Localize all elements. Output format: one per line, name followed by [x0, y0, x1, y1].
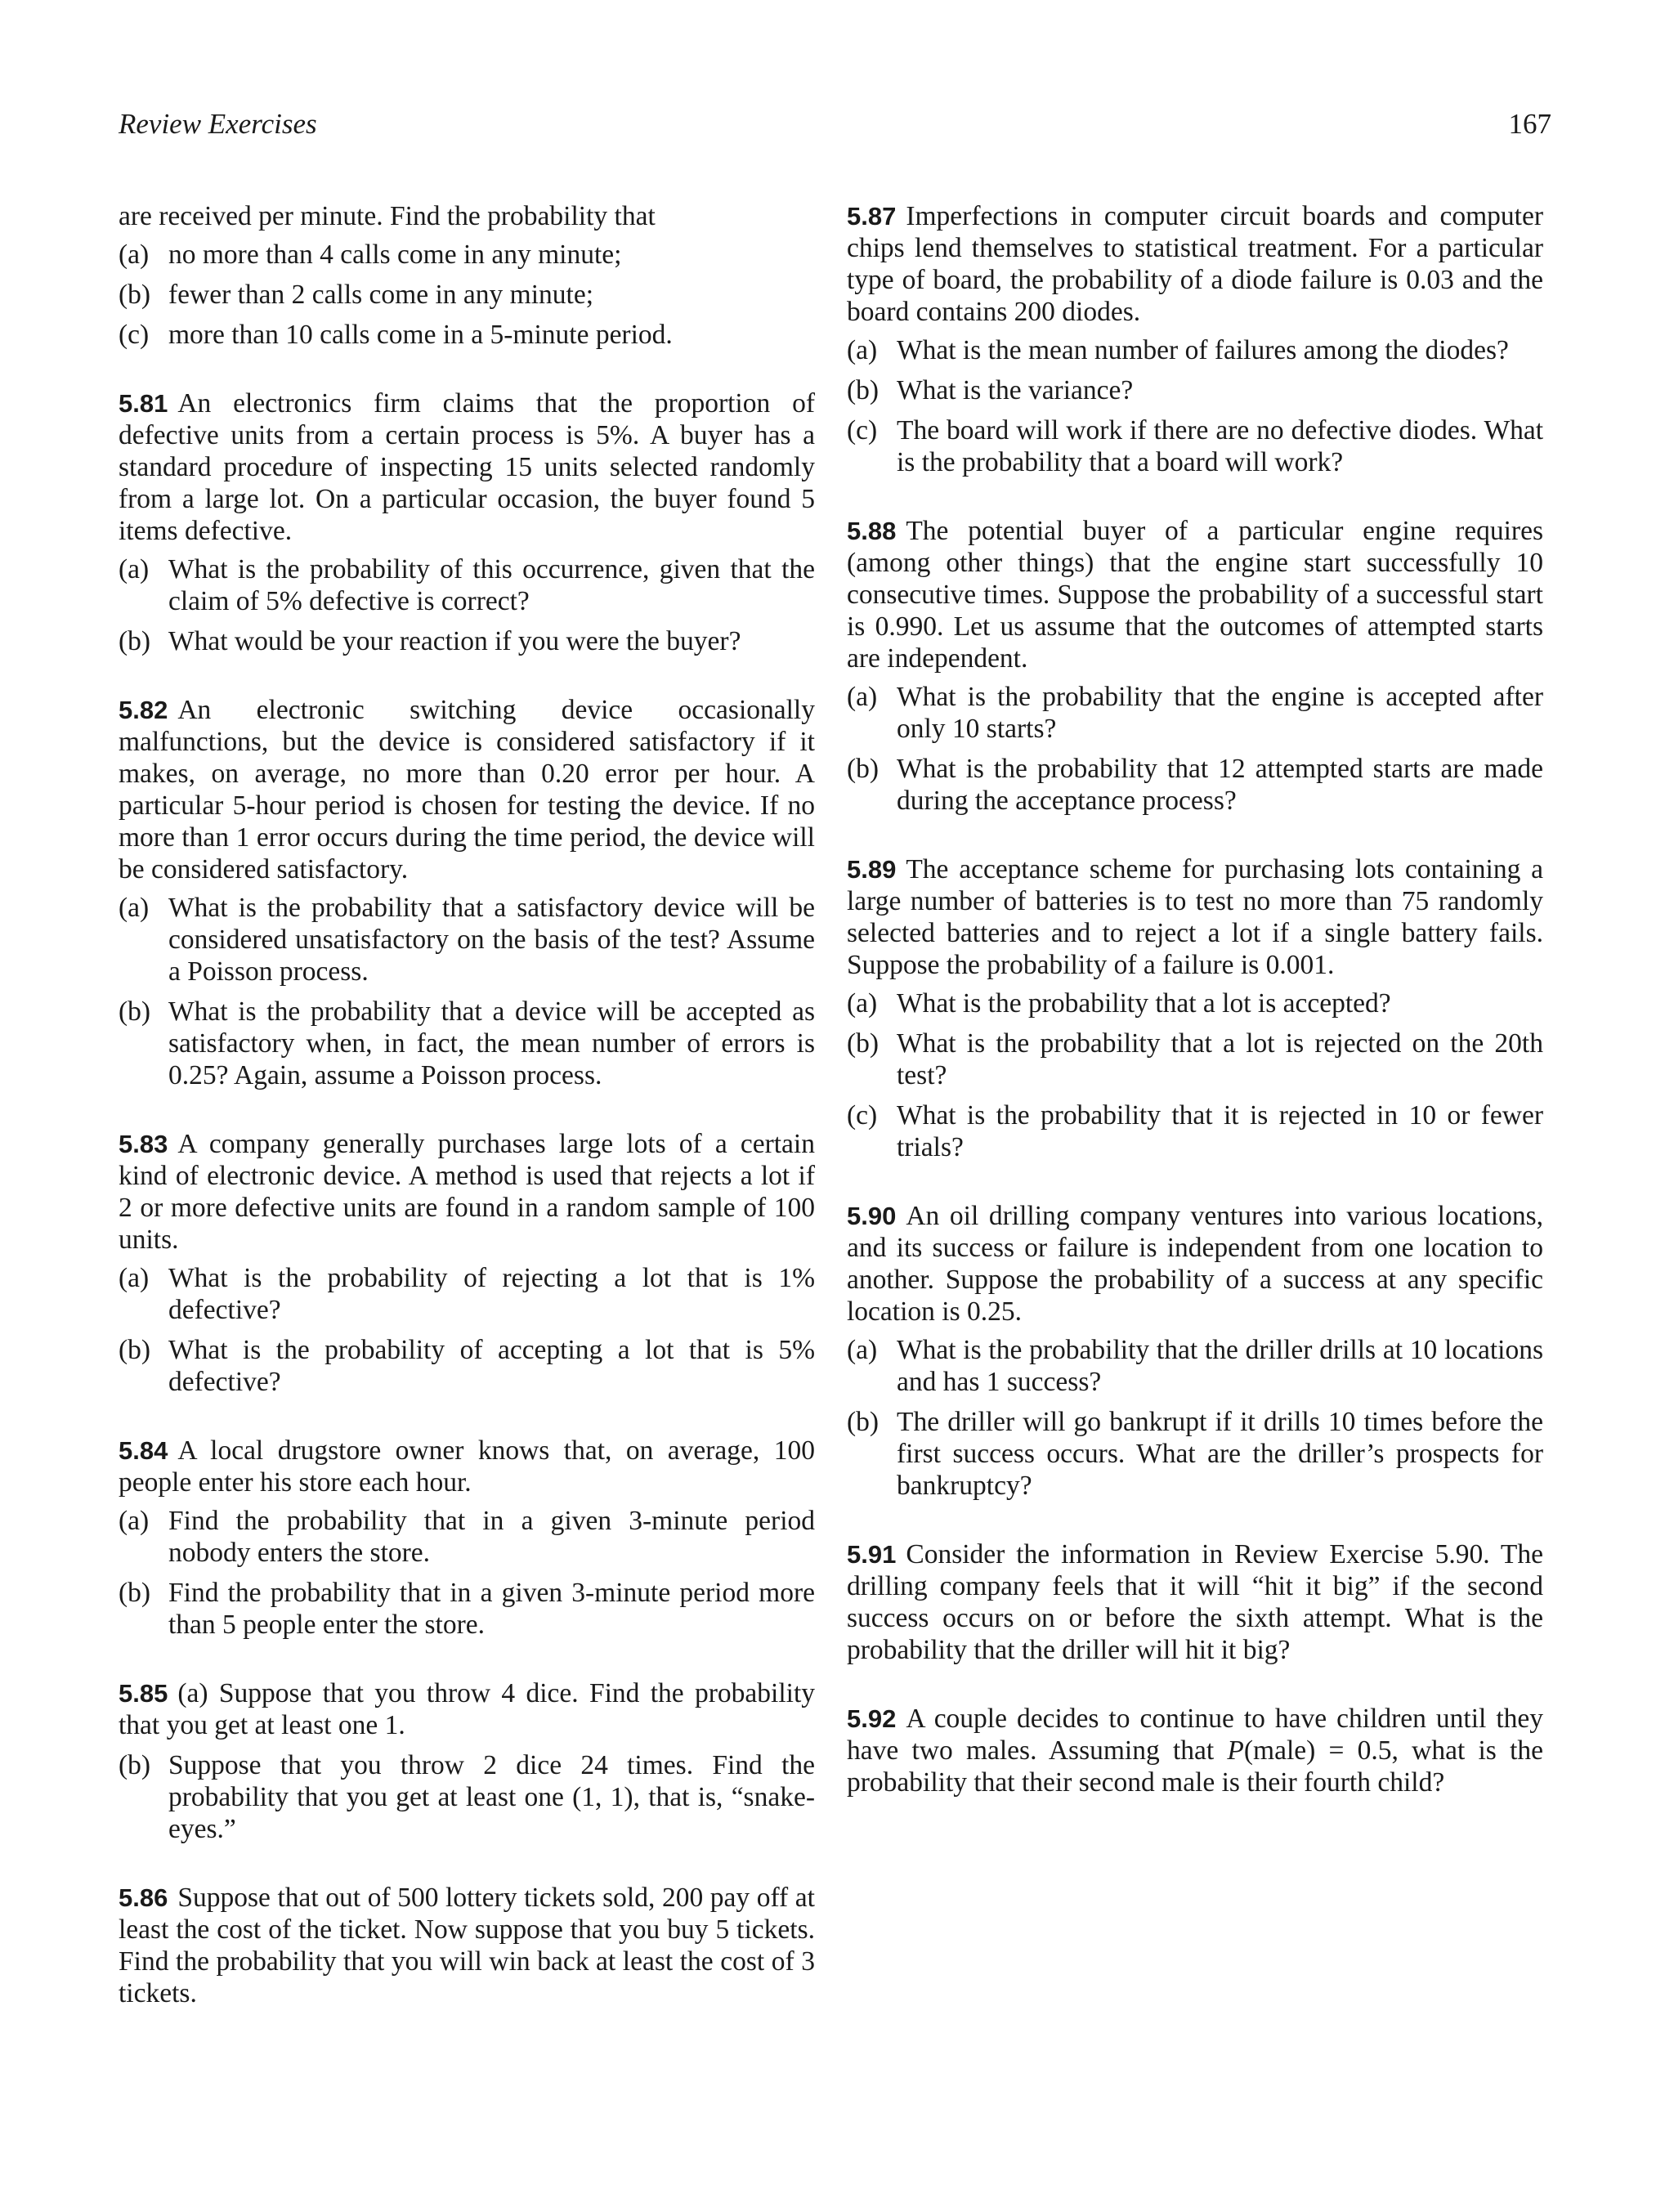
part-label: (a): [119, 554, 150, 584]
exercise-part: [847, 681, 1543, 745]
running-header: [119, 108, 1551, 150]
part-label: (b): [119, 1335, 151, 1365]
exercise-parts: [847, 1334, 1543, 1502]
exercise-number: 5.89: [847, 855, 897, 884]
part-text: What is the probability that a satisfactory device will be considered unsatisfactory on the basis of the test? Assume a Poisson process.: [168, 893, 815, 987]
exercise-number: 5.86: [119, 1883, 168, 1912]
part-text: What is the probability that 12 attempted starts are made during the acceptance process?: [897, 754, 1543, 816]
exercise-part: [847, 987, 1543, 1019]
exercise-5-89: [847, 853, 1543, 1163]
exercise-part: [847, 753, 1543, 817]
exercise-number: 5.84: [119, 1436, 168, 1465]
exercise-number: 5.83: [119, 1130, 168, 1158]
part-text: What is the mean number of failures among the diodes?: [897, 335, 1509, 365]
exercise-text: A couple decides to continue to have children until they have two males. Assuming that: [847, 1704, 1543, 1766]
part-text: What would be your reaction if you were the buyer?: [168, 626, 741, 656]
exercise-statement: [119, 1128, 815, 1256]
part-label: (b): [847, 1028, 880, 1059]
exercise-number: 5.81: [119, 389, 168, 418]
part-text: The board will work if there are no defective diodes. What is the probability that a board will work?: [897, 415, 1543, 477]
exercise-parts: [119, 1677, 815, 1845]
exercise-statement: [119, 1882, 815, 2009]
exercise-part: [119, 625, 815, 657]
exercise-5-87: [847, 200, 1543, 478]
exercise-part: [119, 1677, 815, 1741]
exercise-parts: [119, 1262, 815, 1398]
exercise-part: [119, 1505, 815, 1569]
part-text: What is the probability that a lot is rejected on the 20th test?: [897, 1028, 1543, 1090]
exercise-part: [119, 996, 815, 1091]
exercise-part: [119, 239, 815, 271]
exercise-statement: [119, 1677, 815, 1741]
exercise-text: An oil drilling company ventures into various locations, and its success or failure is independent from one location to another. Suppose the probability of a success at any specific location is 0.25.: [847, 1201, 1543, 1327]
exercise-text: The acceptance scheme for purchasing lots containing a large number of batteries is to test no more than 75 randomly selected batteries and to reject a lot if a single battery fails. Suppose the probability of a failure is 0.001.: [847, 854, 1543, 980]
part-text: What is the probability that it is rejected in 10 or fewer trials?: [897, 1100, 1543, 1162]
exercise-5-90: [847, 1200, 1543, 1502]
part-label: (b): [119, 996, 151, 1027]
part-text: Suppose that you throw 2 dice 24 times. Find the probability that you get at least one (1, 1), that is, “snake-eyes.”: [168, 1750, 815, 1844]
exercise-parts: [119, 1505, 815, 1641]
part-label: (b): [119, 626, 151, 656]
exercise-statement: [847, 200, 1543, 328]
exercise-part: [119, 1749, 815, 1845]
exercise-number: 5.92: [847, 1704, 897, 1733]
exercise-text: The potential buyer of a particular engine requires (among other things) that the engine start successfully 10 consecutive times. Suppose the probability of a successful start is 0.990. Let us assume that the outcomes of attempted starts are independent.: [847, 516, 1543, 674]
exercise-part: [847, 374, 1543, 406]
exercise-part: [847, 334, 1543, 366]
exercise-part: [847, 1028, 1543, 1091]
exercise-5-82: [119, 694, 815, 1091]
exercise-text: An electronic switching device occasionally malfunctions, but the device is considered satisfactory if it makes, on average, no more than 0.20 error per hour. A particular 5-hour period is chosen for testing the device. If no more than 1 error occurs during the time period, the device will be considered satisfactory.: [119, 695, 815, 884]
part-label: (a): [847, 988, 878, 1019]
part-label: (b): [119, 1750, 151, 1780]
exercise-statement: [847, 1538, 1543, 1666]
part-text: What is the probability of rejecting a lot that is 1% defective?: [168, 1263, 815, 1325]
part-text: What is the probability that the driller drills at 10 locations and has 1 success?: [897, 1335, 1543, 1397]
part-label: (c): [847, 1100, 878, 1131]
part-label: (a): [119, 1263, 150, 1293]
part-label: (b): [847, 754, 880, 784]
exercise-parts: [847, 681, 1543, 817]
exercise-part: [119, 553, 815, 617]
formula-text: (male) = 0.5,: [1243, 1735, 1399, 1766]
part-label: (a): [177, 1678, 208, 1708]
exercise-number: 5.85: [119, 1679, 168, 1708]
exercise-text: Suppose that out of 500 lottery tickets sold, 200 pay off at least the cost of the ticket. Now suppose that you buy 5 tickets. Find the probability that you will win back at least the cost of 3 tickets.: [119, 1883, 815, 2008]
exercise-text: A local drugstore owner knows that, on average, 100 people enter his store each hour.: [119, 1435, 815, 1498]
exercise-number: 5.87: [847, 202, 897, 231]
exercise-parts: [119, 553, 815, 657]
part-label: (b): [119, 280, 151, 310]
part-text: What is the probability of this occurrence, given that the claim of 5% defective is correct?: [168, 554, 815, 616]
exercise-statement: [847, 1703, 1543, 1798]
exercise-5-83: [119, 1128, 815, 1398]
exercise-statement: [119, 694, 815, 885]
exercise-part: [847, 1099, 1543, 1163]
exercise-part: [847, 414, 1543, 478]
exercise-text: Imperfections in computer circuit boards and computer chips lend themselves to statistical treatment. For a particular type of board, the probability of a diode failure is 0.03 and the board contains 200 diodes.: [847, 201, 1543, 327]
part-text: What is the probability that a lot is accepted?: [897, 988, 1391, 1019]
part-label: (b): [847, 375, 880, 405]
part-label: (a): [847, 335, 878, 365]
exercise-statement: [119, 387, 815, 547]
exercise-continued: [119, 200, 815, 351]
right-column: [847, 200, 1543, 1835]
left-column: [119, 200, 815, 2046]
exercise-number: 5.82: [119, 696, 168, 724]
exercise-parts: [847, 987, 1543, 1163]
exercise-5-91: [847, 1538, 1543, 1666]
exercise-text: An electronics firm claims that the proportion of defective units from a certain process is 5%. A buyer has a standard procedure of inspecting 15 units selected randomly from a large lot. On a particular occasion, the buyer found 5 items defective.: [119, 388, 815, 546]
exercise-5-86: [119, 1882, 815, 2009]
exercise-part: [119, 1577, 815, 1641]
page-number: 167: [1508, 108, 1551, 140]
exercise-part: [119, 892, 815, 987]
exercise-statement: [847, 515, 1543, 674]
exercise-text-end: what is the probability that their second male is their fourth child?: [847, 1735, 1544, 1798]
exercise-number: 5.91: [847, 1540, 897, 1569]
part-text: more than 10 calls come in a 5-minute period.: [168, 320, 673, 350]
part-label: (a): [119, 1506, 150, 1536]
part-text: fewer than 2 calls come in any minute;: [168, 280, 594, 310]
part-label: (a): [119, 893, 150, 923]
exercise-5-85: [119, 1677, 815, 1845]
exercise-parts: [119, 892, 815, 1091]
exercise-part: [119, 1262, 815, 1326]
formula-symbol: P: [1227, 1735, 1244, 1766]
part-text: Suppose that you throw 4 dice. Find the probability that you get at least one 1.: [119, 1678, 816, 1740]
exercise-statement: [119, 1435, 815, 1498]
exercise-parts: [847, 334, 1543, 478]
exercise-5-84: [119, 1435, 815, 1641]
exercise-part: [119, 319, 815, 351]
exercise-text: Consider the information in Review Exercise 5.90. The drilling company feels that it will “hit it big” if the second success occurs on or before the sixth attempt. What is the probability that the driller will hit it big?: [847, 1539, 1543, 1665]
part-text: What is the probability that the engine is accepted after only 10 starts?: [897, 682, 1543, 744]
part-label: (c): [119, 320, 150, 350]
exercise-part: [119, 279, 815, 311]
exercise-part: [119, 1334, 815, 1398]
exercise-text: A company generally purchases large lots of a certain kind of electronic device. A method is used that rejects a lot if 2 or more defective units are found in a random sample of 100 units.: [119, 1129, 815, 1255]
running-title: Review Exercises: [119, 108, 317, 140]
part-label: (c): [847, 415, 878, 446]
exercise-5-92: [847, 1703, 1543, 1798]
exercise-parts: [119, 239, 815, 351]
exercise-number: 5.90: [847, 1202, 897, 1230]
exercise-number: 5.88: [847, 517, 897, 545]
exercise-text: are received per minute. Find the probability that: [119, 201, 656, 231]
part-text: The driller will go bankrupt if it drills 10 times before the first success occurs. What are the driller’s prospects for bankruptcy?: [897, 1407, 1543, 1501]
part-label: (a): [847, 682, 878, 712]
exercise-statement: [847, 853, 1543, 981]
part-text: What is the variance?: [897, 375, 1134, 405]
part-text: Find the probability that in a given 3-minute period more than 5 people enter the store.: [168, 1578, 815, 1640]
part-label: (b): [119, 1578, 151, 1608]
exercise-statement: [847, 1200, 1543, 1328]
part-label: (a): [119, 240, 150, 270]
part-label: (a): [847, 1335, 878, 1365]
part-text: What is the probability of accepting a lot that is 5% defective?: [168, 1335, 815, 1397]
part-label: (b): [847, 1407, 880, 1437]
exercise-part: [847, 1334, 1543, 1398]
part-text: no more than 4 calls come in any minute;: [168, 240, 622, 270]
part-text: Find the probability that in a given 3-minute period nobody enters the store.: [168, 1506, 815, 1568]
exercise-5-88: [847, 515, 1543, 817]
part-text: What is the probability that a device will be accepted as satisfactory when, in fact, the mean number of errors is 0.25? Again, assume a Poisson process.: [168, 996, 815, 1090]
exercise-5-81: [119, 387, 815, 657]
exercise-part: [847, 1406, 1543, 1502]
